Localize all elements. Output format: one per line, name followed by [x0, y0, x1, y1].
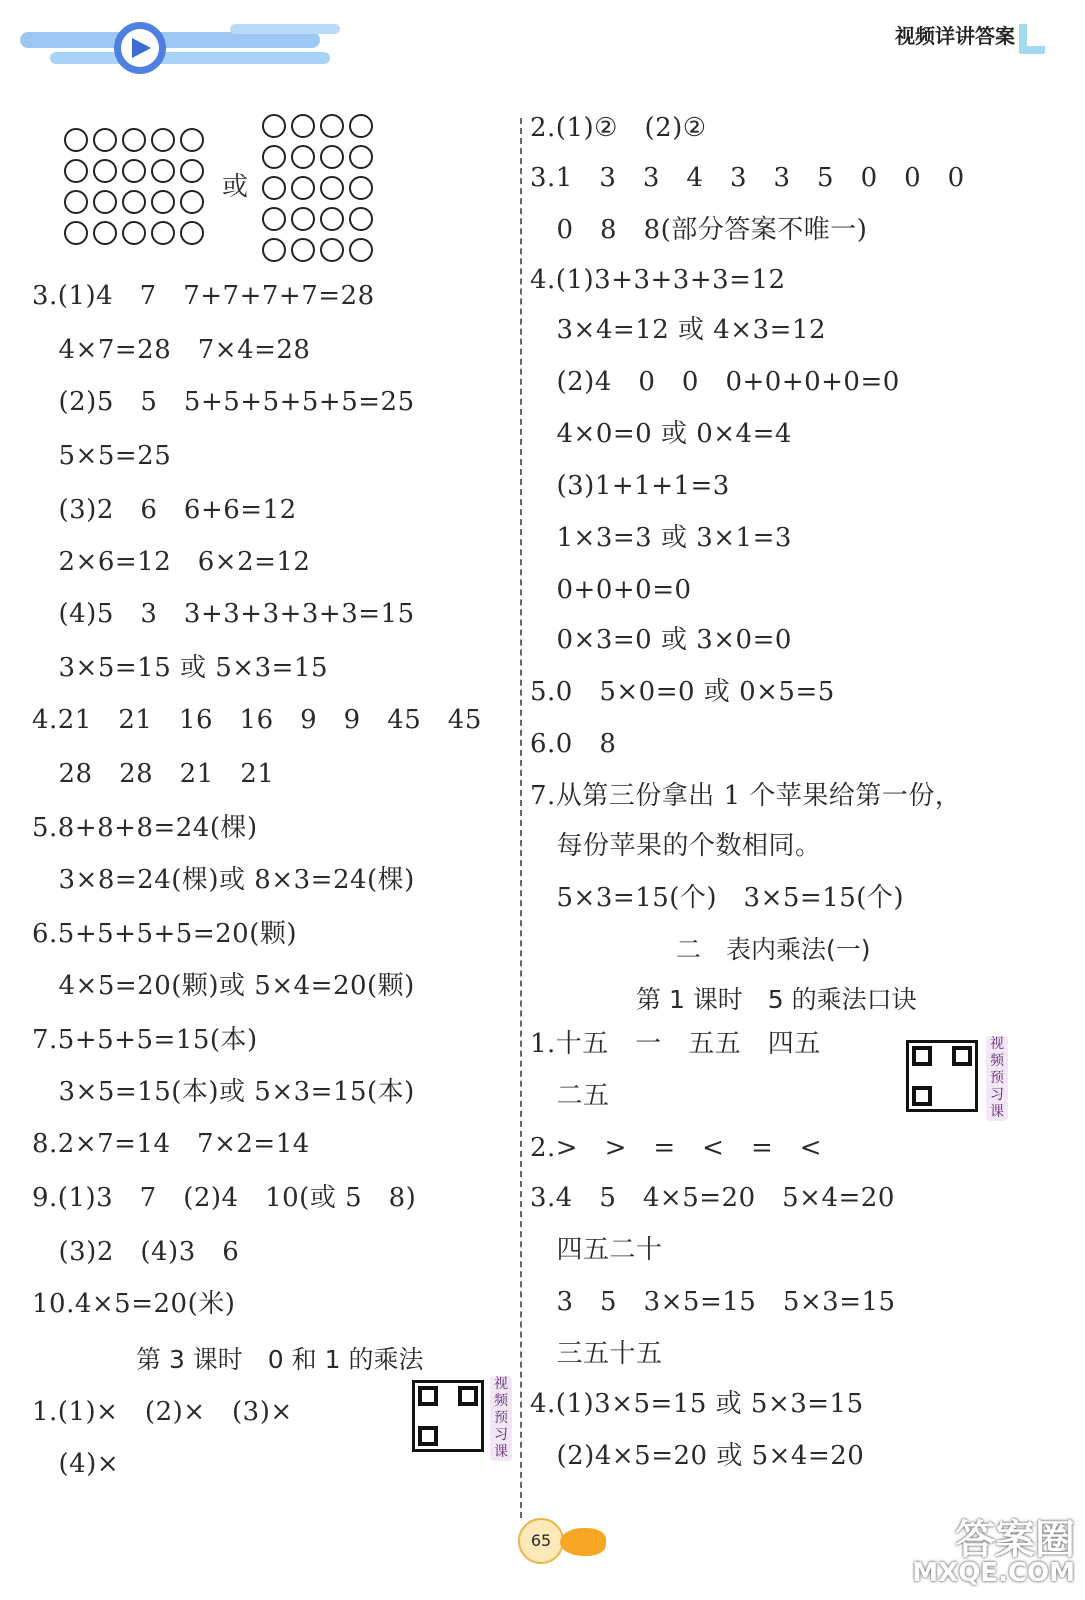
answer-line: 3.4 5 4×5=20 5×4=20: [530, 1183, 895, 1213]
answer-line: 10.4×5=20(米): [32, 1289, 236, 1319]
circle-shape: [151, 159, 175, 183]
circle-shape: [122, 221, 146, 245]
circle-shape: [64, 221, 88, 245]
circle-array-4x5: [262, 114, 373, 262]
circle-shape: [151, 128, 175, 152]
circle-shape: [64, 190, 88, 214]
circle-array-5x4: [64, 128, 204, 245]
answer-line: 0+0+0=0: [530, 575, 692, 605]
qr-tag-right: 视频预习课: [986, 1036, 1008, 1121]
answer-line: 3.(1)4 7 7+7+7+7=28: [32, 281, 375, 311]
circle-shape: [291, 145, 315, 169]
circle-shape: [180, 159, 204, 183]
watermark-logo: 答案圈: [955, 1517, 1075, 1563]
header-corner-mark: [1019, 24, 1045, 54]
answer-line: 9.(1)3 7 (2)4 10(或 5 8): [32, 1183, 417, 1213]
circle-shape: [349, 238, 373, 262]
circle-shape: [320, 176, 344, 200]
answer-line: 2.> > = < = <: [530, 1133, 823, 1163]
answer-line: 3×5=15(本)或 5×3=15(本): [32, 1077, 415, 1107]
answer-line: (3)1+1+1=3: [530, 471, 730, 501]
header-banner-graphic: [20, 18, 350, 76]
answer-line: 6.5+5+5+5=20(颗): [32, 919, 297, 949]
header-title: 视频详讲答案: [895, 24, 1015, 48]
circle-shape: [320, 238, 344, 262]
answer-line: (2)5 5 5+5+5+5+5=25: [32, 387, 415, 417]
circle-shape: [262, 145, 286, 169]
answer-line: 三五十五: [530, 1339, 663, 1369]
fish-icon: [560, 1528, 606, 1556]
answer-line: 3.1 3 3 4 3 3 5 0 0 0: [530, 163, 965, 193]
circle-shape: [349, 207, 373, 231]
answer-line: 二五: [530, 1081, 610, 1111]
circle-shape: [262, 207, 286, 231]
answer-line: 0×3=0 或 3×0=0: [530, 625, 792, 655]
circle-shape: [349, 176, 373, 200]
answer-line: 3×4=12 或 4×3=12: [530, 315, 827, 345]
circle-shape: [64, 159, 88, 183]
circle-shape: [262, 176, 286, 200]
circle-shape: [262, 238, 286, 262]
answer-line: (4)5 3 3+3+3+3+3=15: [32, 599, 415, 629]
answer-line: 4×0=0 或 0×4=4: [530, 419, 792, 449]
answer-line: 0 8 8(部分答案不唯一): [530, 215, 868, 245]
qr-code-right[interactable]: [906, 1040, 978, 1112]
answer-line: 3×8=24(棵)或 8×3=24(棵): [32, 865, 415, 895]
answer-line: 4×5=20(颗)或 5×4=20(颗): [32, 971, 415, 1001]
answer-line: 7.从第三份拿出 1 个苹果给第一份，: [530, 781, 962, 811]
circle-shape: [291, 176, 315, 200]
answer-line: (3)2 (4)3 6: [32, 1237, 240, 1267]
answer-line: 5×3=15(个) 3×5=15(个): [530, 883, 905, 913]
answer-line: 4.21 21 16 16 9 9 45 45: [32, 705, 482, 735]
watermark-url: MXQE.COM: [912, 1558, 1075, 1588]
answer-line: 5×5=25: [32, 441, 172, 471]
answer-line: 3 5 3×5=15 5×3=15: [530, 1287, 896, 1317]
answer-line: 8.2×7=14 7×2=14: [32, 1129, 310, 1159]
answer-line: (2)4 0 0 0+0+0+0=0: [530, 367, 900, 397]
answer-line: 28 28 21 21: [32, 759, 275, 789]
circle-shape: [320, 145, 344, 169]
circle-shape: [151, 221, 175, 245]
circle-shape: [291, 207, 315, 231]
circle-shape: [122, 128, 146, 152]
answer-line: 2×6=12 6×2=12: [32, 547, 311, 577]
answer-line: 5.0 5×0=0 或 0×5=5: [530, 677, 835, 707]
circle-shape: [93, 159, 117, 183]
lesson-heading: 第 1 课时 5 的乘法口诀: [636, 985, 917, 1014]
answer-line: 1.(1)× (2)× (3)×: [32, 1397, 293, 1427]
answer-line: 4.(1)3×5=15 或 5×3=15: [530, 1389, 864, 1419]
circle-shape: [349, 114, 373, 138]
answer-line: 1.十五 一 五五 四五: [530, 1029, 821, 1059]
circle-shape: [180, 221, 204, 245]
circle-shape: [93, 128, 117, 152]
answer-line: (4)×: [32, 1449, 120, 1479]
answer-line: (2)4×5=20 或 5×4=20: [530, 1441, 865, 1471]
circle-shape: [93, 221, 117, 245]
section-heading: 第 3 课时 0 和 1 的乘法: [136, 1345, 424, 1374]
answer-line: 四五二十: [530, 1235, 663, 1265]
answer-line: 6.0 8: [530, 729, 617, 759]
page-number: 65: [518, 1518, 564, 1564]
answer-line: 每份苹果的个数相同。: [530, 831, 822, 861]
answer-line: 1×3=3 或 3×1=3: [530, 523, 792, 553]
answer-line: 4×7=28 7×4=28: [32, 335, 311, 365]
circle-shape: [291, 114, 315, 138]
circle-shape: [122, 190, 146, 214]
circle-shape: [64, 128, 88, 152]
circle-shape: [180, 128, 204, 152]
answer-line: 3×5=15 或 5×3=15: [32, 653, 329, 683]
circle-shape: [93, 190, 117, 214]
circle-shape: [320, 207, 344, 231]
qr-code-left[interactable]: [412, 1380, 484, 1452]
circle-shape: [122, 159, 146, 183]
circle-shape: [180, 190, 204, 214]
or-label: 或: [222, 172, 249, 202]
column-divider: [520, 118, 522, 1518]
answer-line: 2.(1)② (2)②: [530, 113, 707, 143]
circle-shape: [291, 238, 315, 262]
circle-shape: [320, 114, 344, 138]
circle-shape: [262, 114, 286, 138]
answer-line: 7.5+5+5=15(本): [32, 1025, 258, 1055]
answer-line: 4.(1)3+3+3+3=12: [530, 265, 786, 295]
answer-line: 5.8+8+8=24(棵): [32, 813, 258, 843]
answer-line: (3)2 6 6+6=12: [32, 495, 297, 525]
circle-shape: [349, 145, 373, 169]
qr-tag-left: 视频预习课: [490, 1376, 512, 1461]
unit-heading: 二 表内乘法(一): [676, 935, 871, 964]
circle-shape: [151, 190, 175, 214]
